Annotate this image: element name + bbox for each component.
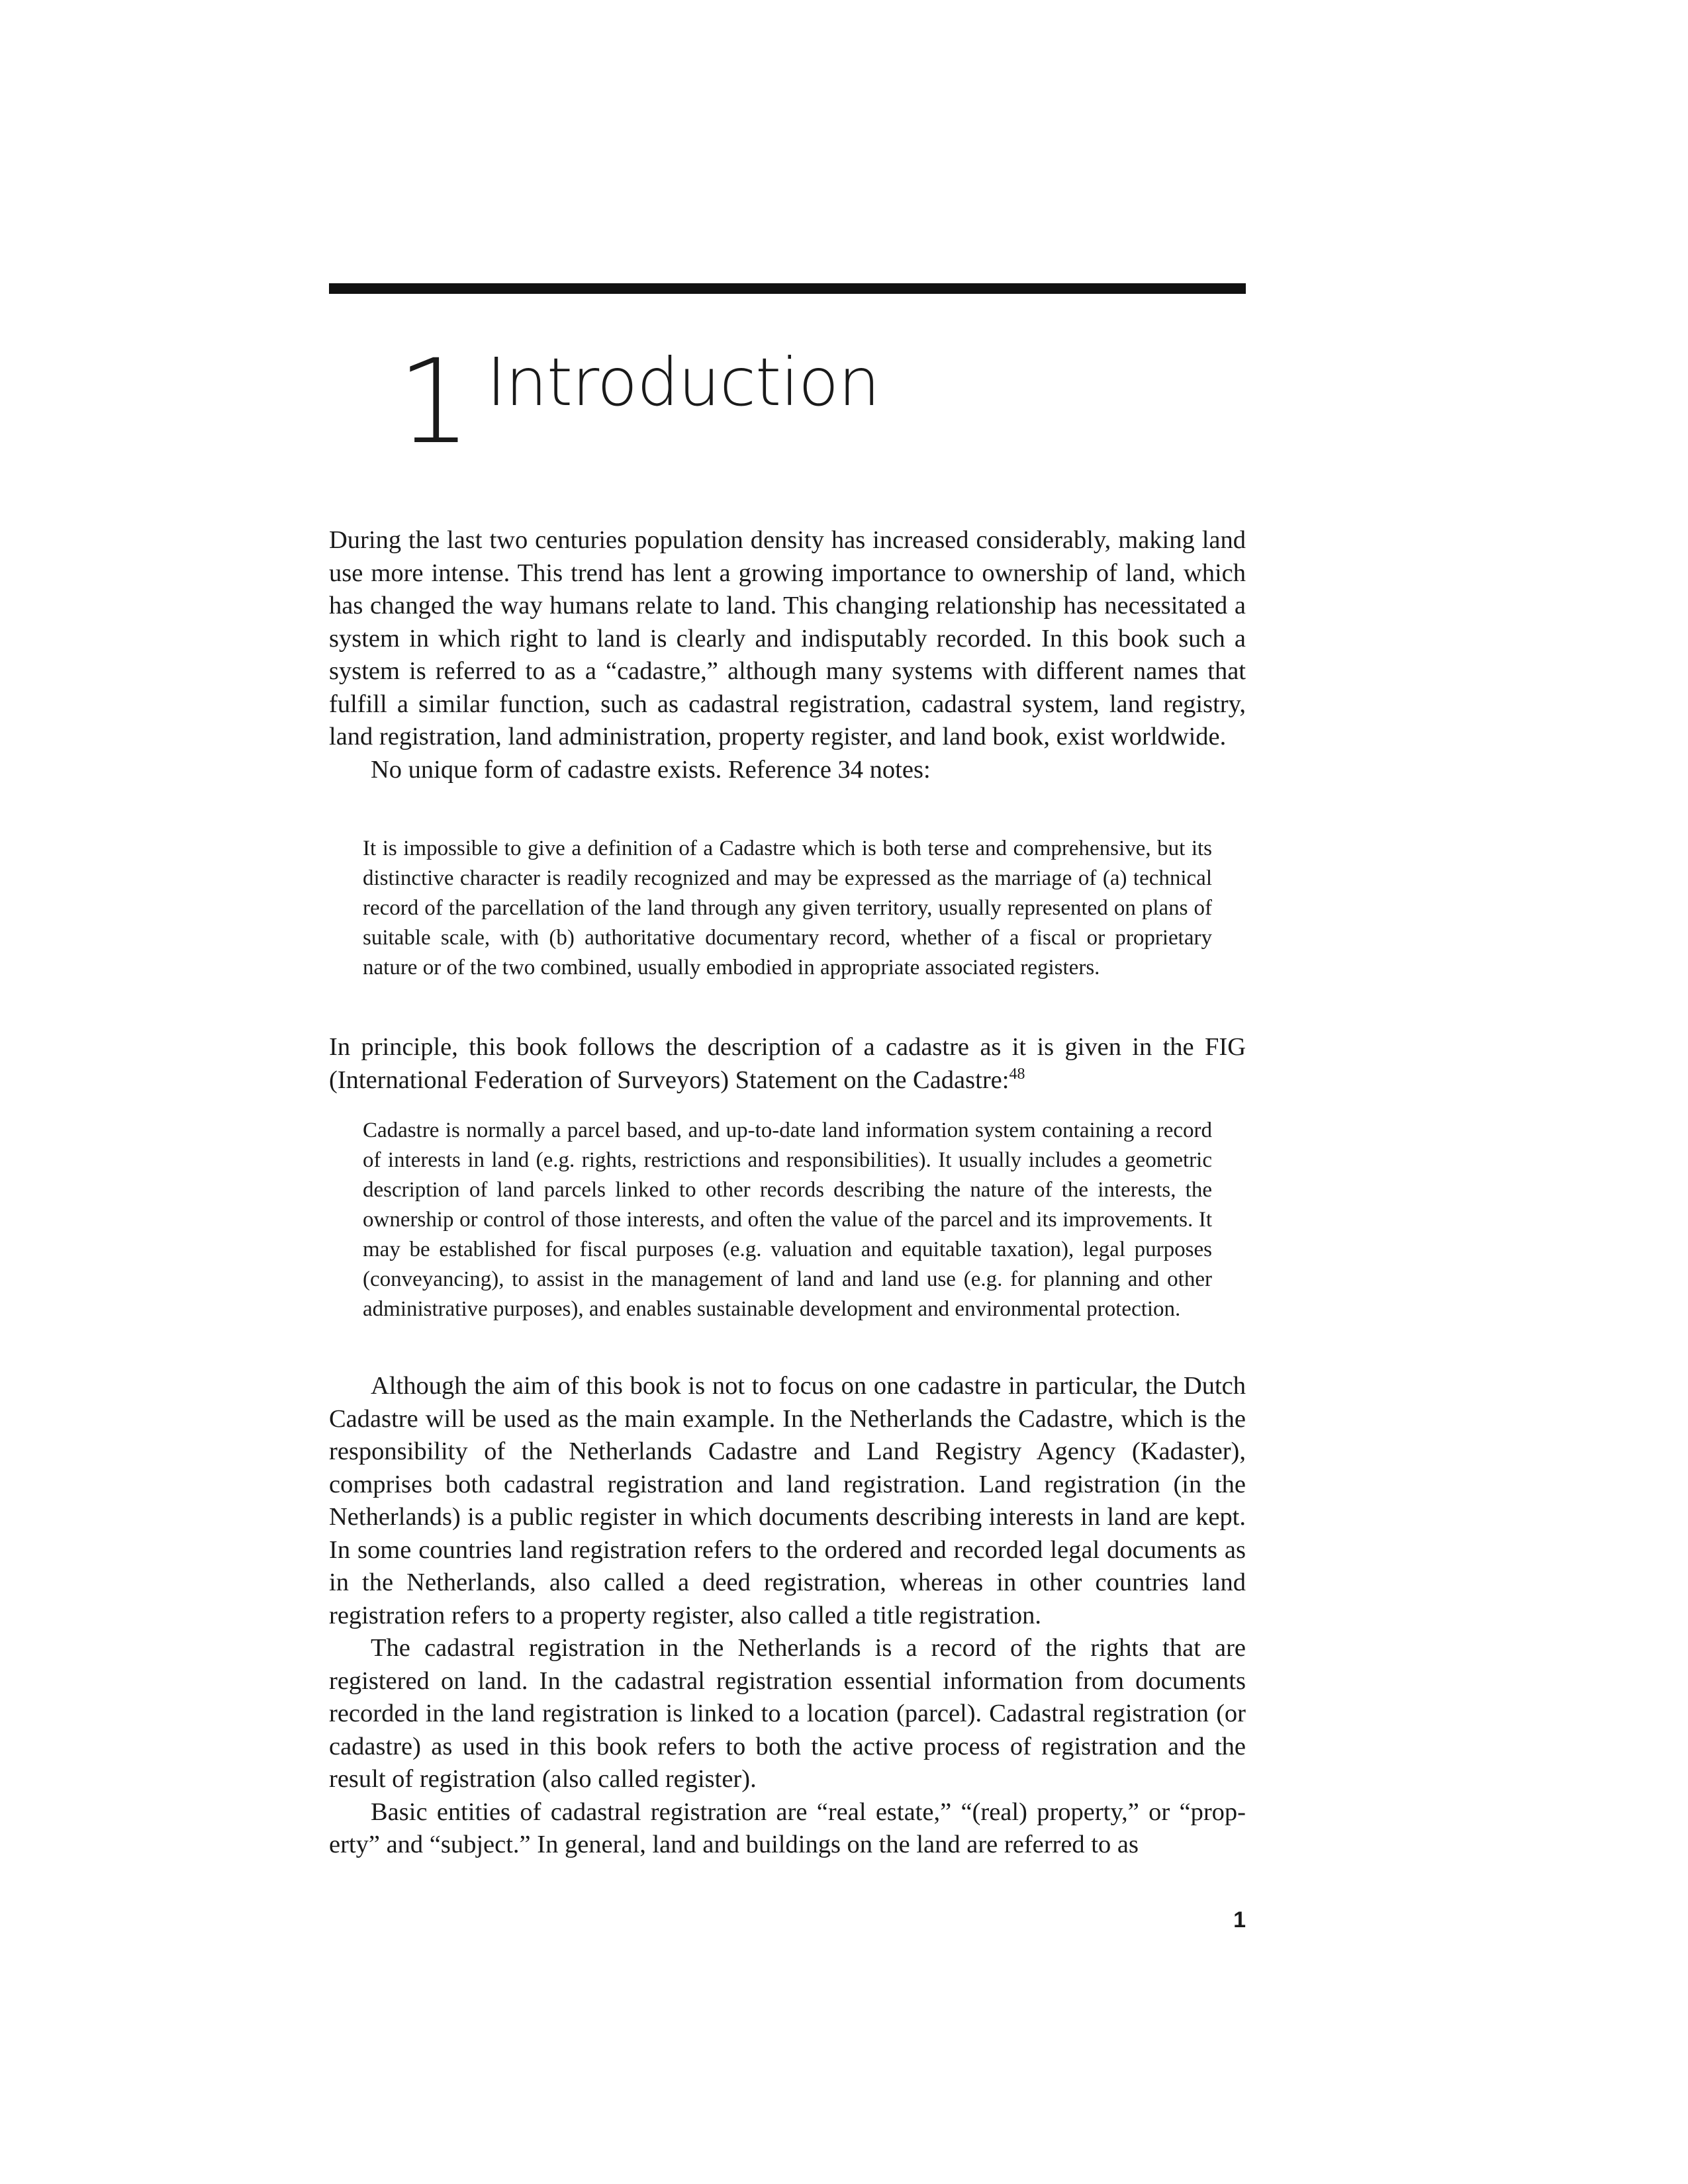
paragraph-5: The cadastral registration in the Netherlands is a record of the rights that are registered on land. In the cadastral registration essential information from documents recorded in the land registration is linked to a location (parcel). Cadastral registration (or cadastre) as used in this book refers to both the active process of registration and the result of registration (also called register). xyxy=(329,1634,1246,1793)
paragraph-4: Although the aim of this book is not to focus on one cadastre in particular, the Dutch Cadastre will be used as the main example. In the Netherlands the Cadastre, which is the responsibility of the Netherlands Cadastre and Land Registry Agency (Kadaster), comprises both cadastral registration and land registration. Land registration (in the Netherlands) is a public register in which documents describing interests in land are kept. In some countries land registration refers to the ordered and recorded legal documents as in the Netherlands, also called a deed registration, whereas in other countries land registration refers to a property register, also called a title registration. xyxy=(329,1372,1246,1629)
chapter-rule xyxy=(329,283,1246,294)
reference-superscript: 48 xyxy=(1009,1065,1025,1083)
block-quote-1: It is impossible to give a definition of a Cadastre which is both terse and comprehensive, but its distinctive character is readily recognized and may be expressed as the marriage of (a) technical record of the parcellation of the land through any given territory, usually represented on plans of suitable scale, with (b) authoritative documentary record, whether of a fiscal or proprietary nature or of the two combined, usually embodied in appropriate associated registers. xyxy=(363,837,1212,979)
body-section-1 xyxy=(329,524,1246,786)
body-section-3 xyxy=(329,1370,1246,1862)
body-section-2 xyxy=(329,1031,1246,1097)
paragraph-3 xyxy=(329,1031,1246,1097)
paragraph-3-text: In principle, this book follows the description of a cadastre as it is given in the FIG (International Federation of Surveyors) Statement on the Cadastre: xyxy=(329,1033,1246,1094)
page-number: 1 xyxy=(1233,1907,1246,1933)
chapter-title: Introduction xyxy=(487,343,880,421)
chapter-number: 1 xyxy=(397,334,469,470)
paragraph-2: No unique form of cadastre exists. Reference 34 notes: xyxy=(371,755,931,784)
paragraph-1: During the last two centuries population density has increased considerably, making land use more intense. This trend has lent a growing importance to ownership of land, which has changed the way humans relate to land. This changing relationship has necessitated a system in which right to land is clearly and indisputably recorded. In this book such a system is referred to as a “cadastre,” although many systems with different names that fulfill a similar function, such as cadastral registration, cadastral system, land registry, land registration, land administration, property register, and land book, exist worldwide. xyxy=(329,526,1246,751)
paragraph-6: Basic entities of cadastral registration are “real estate,” “(real) property,” or “property” and “subject.” In general, land and buildings on the land are referred to as xyxy=(329,1797,1246,1858)
block-quote-2: Cadastre is normally a parcel based, and up-to-date land information system containing a record of interests in land (e.g. rights, restrictions and responsibilities). It usually includes a geometric description of land parcels linked to other records describing the nature of the interests, the ownership or control of those interests, and often the value of the parcel and its improvements. It may be established for fiscal purposes (e.g. valuation and equitable taxation), legal purposes (conveyancing), to assist in the management of land and land use (e.g. for planning and other administrative purposes), and enables sustainable development and environmental protection. xyxy=(363,1118,1212,1321)
